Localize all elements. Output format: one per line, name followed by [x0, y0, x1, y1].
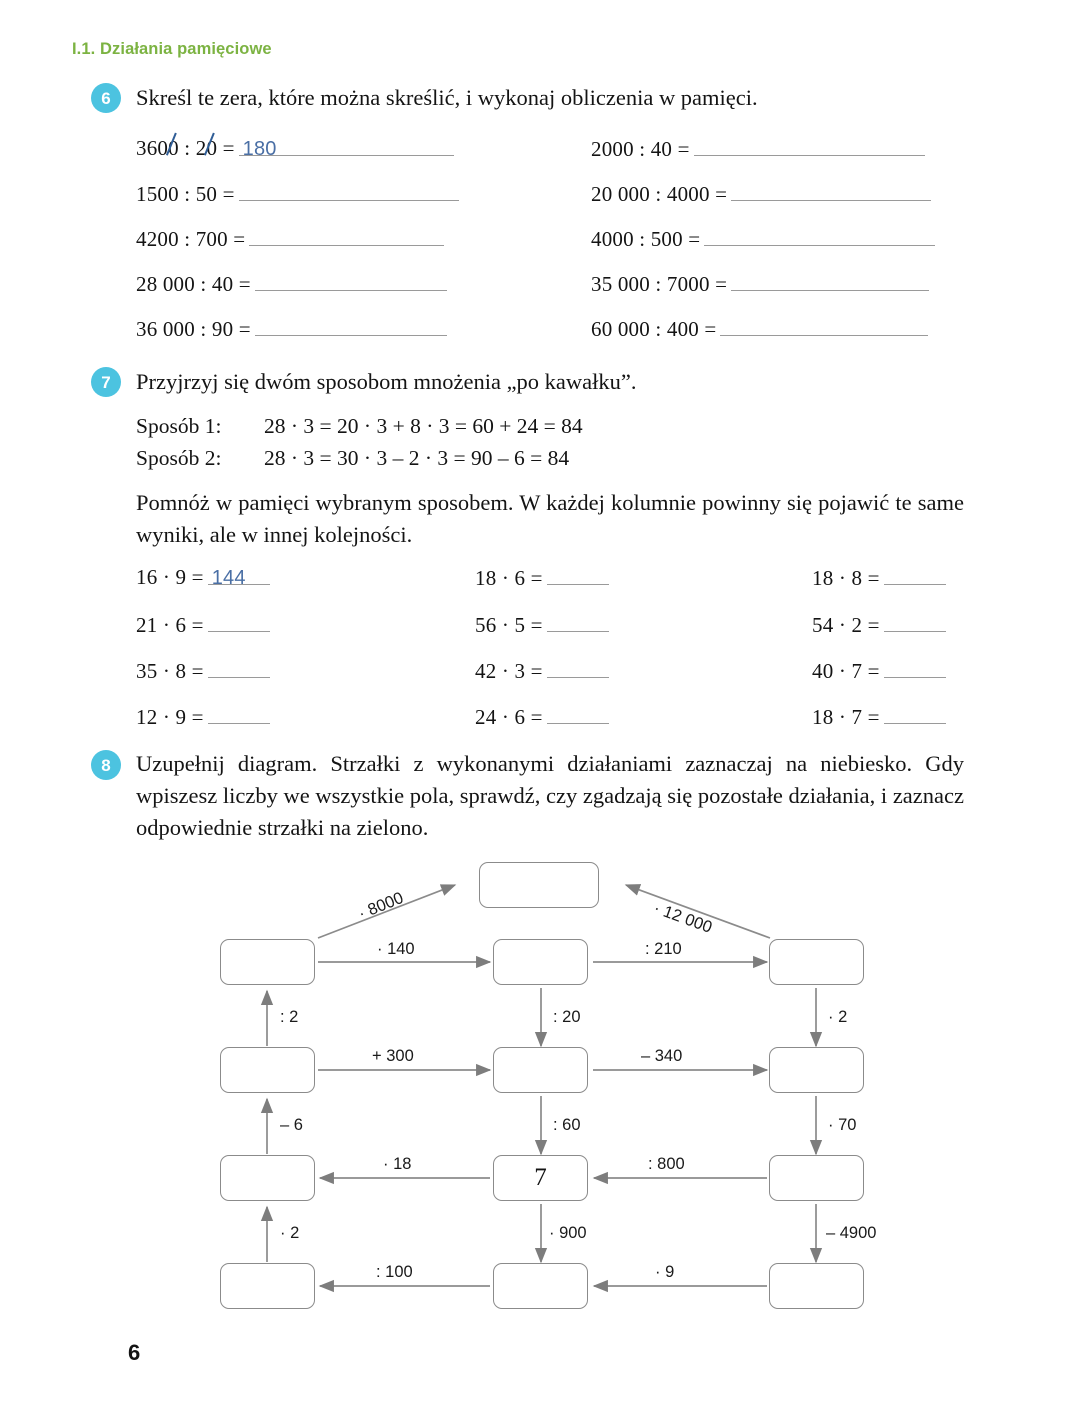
- answer-blank[interactable]: [255, 271, 447, 291]
- arrow-label-r1c3-to-r2c3: · 2: [828, 1008, 848, 1026]
- arrow-label-r4c3-to-r4c2: · 9: [655, 1263, 675, 1281]
- arrow-label-r2c3-to-r3c3: · 70: [828, 1116, 857, 1134]
- eq7-c3-4: [812, 704, 946, 730]
- arrow-label-r4c1-to-r3c1: · 2: [280, 1224, 300, 1242]
- answer-blank[interactable]: [239, 136, 454, 160]
- eq7-c2-4: [475, 704, 609, 730]
- exercise-7-prompt-2: Pomnóż w pamięci wybranym sposobem. W każdej kolumnie powinny się pojawić te same wyniki, ale w innej kolejności.: [136, 490, 964, 547]
- diagram-box-r3c3[interactable]: [769, 1155, 864, 1201]
- method-1: [136, 414, 583, 439]
- eq6-left-1-lhs: 3600 : 20 =: [136, 136, 235, 160]
- arrow-label-r3c2-to-r4c2: · 900: [549, 1224, 587, 1242]
- method-1-equation: 28 · 3 = 20 · 3 + 8 · 3 = 60 + 24 = 84: [264, 414, 583, 438]
- eq7-c3-2-lhs: 54 · 2 =: [812, 613, 880, 637]
- answer-blank[interactable]: [720, 316, 928, 336]
- diagram-box-r2c2[interactable]: [493, 1047, 588, 1093]
- eq7-c1-2-lhs: 21 · 6 =: [136, 613, 204, 637]
- eq6-left-2: [136, 181, 459, 207]
- answer-blank[interactable]: [884, 658, 946, 678]
- exercise-8-prompt: Uzupełnij diagram. Strzałki z wykonanymi działaniami zaznaczaj na niebiesko. Gdy wpiszesz liczby we wszystkie pola, sprawdź, czy zgadzają się pozostałe działania, i zaznacz odpowiednie strzałki na zielono.: [136, 751, 964, 840]
- eq6-left-1-answer: 180: [242, 138, 277, 160]
- eq7-c2-1: [475, 565, 609, 591]
- diagram-box-r4c1[interactable]: [220, 1263, 315, 1309]
- eq7-c3-4-lhs: 18 · 7 =: [812, 705, 880, 729]
- eq7-c3-3: [812, 658, 946, 684]
- answer-blank[interactable]: [884, 704, 946, 724]
- eq6-right-3: [591, 226, 935, 252]
- arrow-label-r2c1-to-r2c2: + 300: [372, 1047, 414, 1065]
- arrow-label-r2c2-to-r3c2: : 60: [553, 1116, 581, 1134]
- answer-blank[interactable]: [208, 704, 270, 724]
- running-head: I.1. Działania pamięciowe: [72, 40, 272, 58]
- eq7-c1-1-answer: 144: [211, 567, 246, 589]
- eq7-c1-4: [136, 704, 270, 730]
- answer-blank[interactable]: [547, 704, 609, 724]
- eq7-c1-3-lhs: 35 · 8 =: [136, 659, 204, 683]
- eq7-c1-4-lhs: 12 · 9 =: [136, 705, 204, 729]
- arrow-label-r3c2-to-r3c1: · 18: [383, 1155, 412, 1173]
- arrow-label-r3c1-to-r2c1: – 6: [280, 1116, 303, 1134]
- diagram-box-r4c3[interactable]: [769, 1263, 864, 1309]
- diagram-box-r2c3[interactable]: [769, 1047, 864, 1093]
- diagram-box-r3c1[interactable]: [220, 1155, 315, 1201]
- answer-blank[interactable]: [731, 271, 929, 291]
- eq6-left-5-lhs: 36 000 : 90 =: [136, 317, 251, 341]
- eq6-left-4: [136, 271, 447, 297]
- eq7-c1-2: [136, 612, 270, 638]
- answer-blank[interactable]: [208, 658, 270, 678]
- eq6-right-2: [591, 181, 931, 207]
- page-number: 6: [128, 1340, 141, 1365]
- eq7-c3-1: [812, 565, 946, 591]
- arrow-label-r4c2-to-r4c1: : 100: [376, 1263, 413, 1281]
- answer-blank[interactable]: [547, 565, 609, 585]
- answer-blank[interactable]: [249, 226, 444, 246]
- method-2-equation: 28 · 3 = 30 · 3 – 2 · 3 = 90 – 6 = 84: [264, 446, 570, 470]
- struck-zero: 0: [168, 136, 179, 160]
- eq6-right-4-lhs: 35 000 : 7000 =: [591, 272, 728, 296]
- answer-blank[interactable]: [208, 612, 270, 632]
- eq7-c2-2: [475, 612, 609, 638]
- answer-blank[interactable]: [694, 136, 925, 156]
- eq6-right-5-lhs: 60 000 : 400 =: [591, 317, 717, 341]
- answer-blank[interactable]: [255, 316, 447, 336]
- answer-blank[interactable]: [547, 612, 609, 632]
- method-2: [136, 446, 569, 471]
- answer-blank[interactable]: [704, 226, 935, 246]
- eq6-left-2-lhs: 1500 : 50 =: [136, 182, 235, 206]
- diagram-box-r3c2[interactable]: 7: [493, 1155, 588, 1201]
- eq6-right-3-lhs: 4000 : 500 =: [591, 227, 701, 251]
- arrow-label-r1c3-to-top: · 12 000: [651, 899, 715, 937]
- eq7-c2-3-lhs: 42 · 3 =: [475, 659, 543, 683]
- answer-blank[interactable]: [731, 181, 931, 201]
- eq7-c2-3: [475, 658, 609, 684]
- diagram-box-r2c1[interactable]: [220, 1047, 315, 1093]
- eq7-c2-4-lhs: 24 · 6 =: [475, 705, 543, 729]
- eq6-left-4-lhs: 28 000 : 40 =: [136, 272, 251, 296]
- eq6-right-1: [591, 136, 925, 162]
- arrow-label-r3c3-to-r4c3: – 4900: [826, 1224, 877, 1242]
- eq7-c1-1-lhs: 16 · 9 =: [136, 565, 204, 589]
- arrow-label-r1c2-to-r2c2: : 20: [553, 1008, 581, 1026]
- diagram-box-r4c2[interactable]: [493, 1263, 588, 1309]
- eq7-c3-2: [812, 612, 946, 638]
- exercise-7-prompt: Przyjrzyj się dwóm sposobom mnożenia „po kawałku”.: [136, 369, 637, 394]
- struck-zero: 0: [206, 136, 218, 160]
- exercise-6-prompt: Skreśl te zera, które można skreślić, i wykonaj obliczenia w pamięci.: [136, 85, 758, 110]
- eq7-c1-1: [136, 565, 270, 590]
- diagram-box-r1c1[interactable]: [220, 939, 315, 985]
- diagram-box-r1c2[interactable]: [493, 939, 588, 985]
- arrow-label-r2c1-to-r1c1: : 2: [280, 1008, 299, 1026]
- arrow-label-r1c2-to-r1c3: : 210: [645, 940, 682, 958]
- method-2-label: Sposób 2:: [136, 446, 222, 470]
- exercise-badge-6: 6: [91, 83, 121, 113]
- eq7-c2-1-lhs: 18 · 6 =: [475, 566, 543, 590]
- arrow-label-r2c2-to-r2c3: – 340: [641, 1047, 683, 1065]
- eq6-left-3-lhs: 4200 : 700 =: [136, 227, 246, 251]
- arrow-label-r1c1-to-top: · 8000: [355, 888, 407, 924]
- eq6-right-5: [591, 316, 928, 342]
- exercise-badge-7: 7: [91, 367, 121, 397]
- eq6-left-1: [136, 136, 454, 161]
- arrow-label-r3c3-to-r3c2: : 800: [648, 1155, 685, 1173]
- answer-blank[interactable]: [208, 565, 270, 589]
- eq6-right-1-lhs: 2000 : 40 =: [591, 137, 690, 161]
- eq7-c2-2-lhs: 56 · 5 =: [475, 613, 543, 637]
- exercise-badge-8: 8: [91, 750, 121, 780]
- answer-blank[interactable]: [884, 612, 946, 632]
- diagram-box-top-center[interactable]: [479, 862, 599, 908]
- diagram-box-r1c3[interactable]: [769, 939, 864, 985]
- eq7-c1-3: [136, 658, 270, 684]
- method-1-label: Sposób 1:: [136, 414, 222, 438]
- eq7-c3-3-lhs: 40 · 7 =: [812, 659, 880, 683]
- answer-blank[interactable]: [239, 181, 459, 201]
- eq6-left-3: [136, 226, 444, 252]
- eq6-right-2-lhs: 20 000 : 4000 =: [591, 182, 728, 206]
- eq6-left-5: [136, 316, 447, 342]
- answer-blank[interactable]: [884, 565, 946, 585]
- answer-blank[interactable]: [547, 658, 609, 678]
- arrow-label-r1c1-to-r1c2: · 140: [377, 940, 415, 958]
- eq6-right-4: [591, 271, 929, 297]
- eq7-c3-1-lhs: 18 · 8 =: [812, 566, 880, 590]
